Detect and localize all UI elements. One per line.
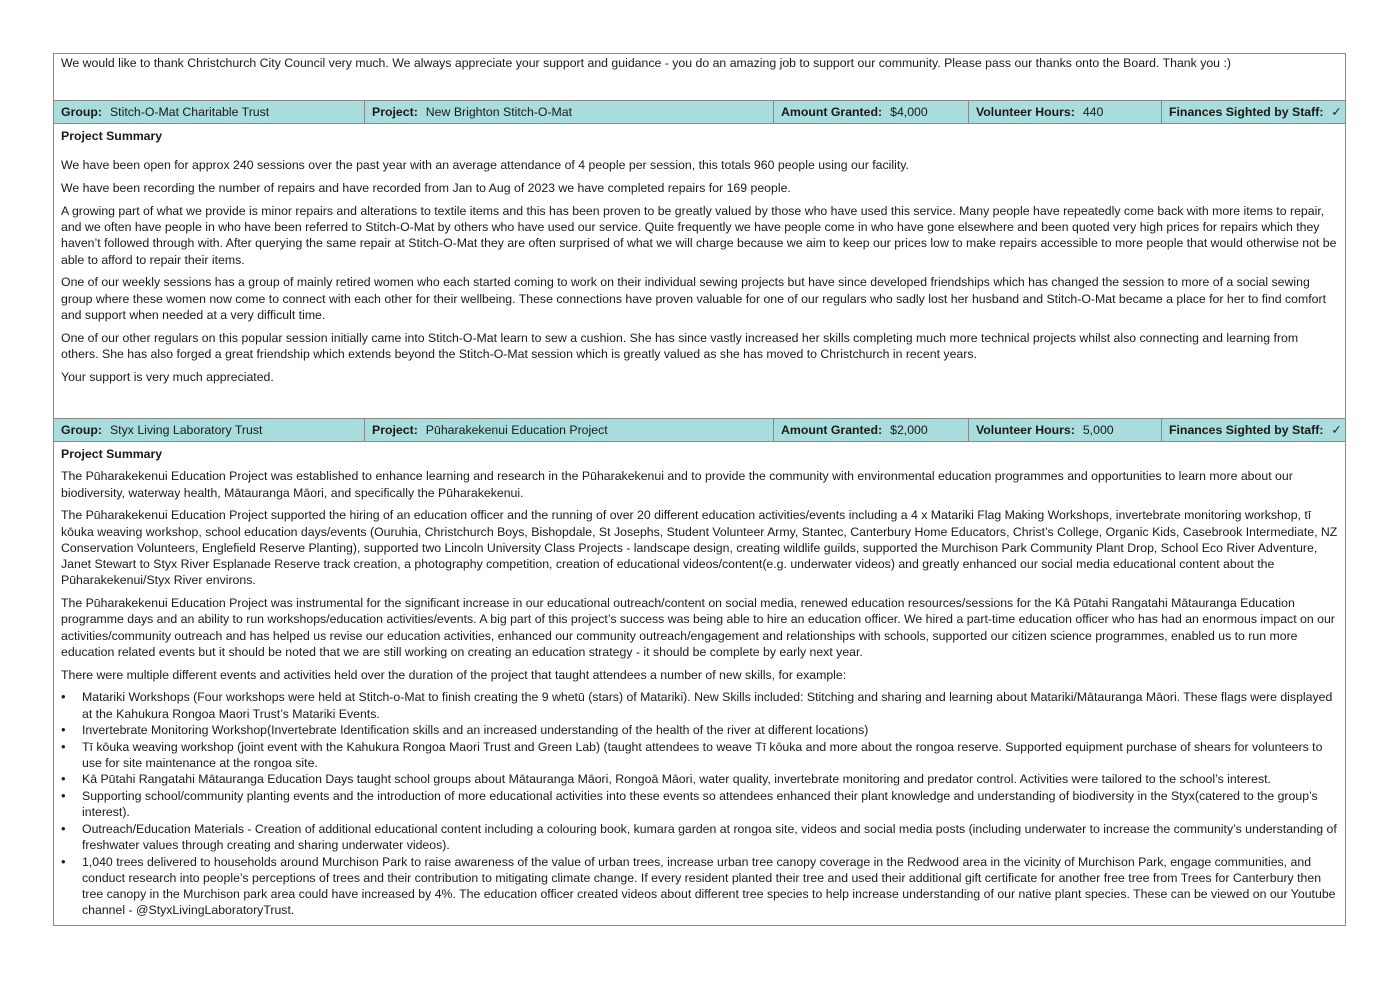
list-item: • Supporting school/community planting events and the introduction of more educational activities into these events so attendees enhanced their plant knowledge and understanding of biodiversity in the Styx(catered to the group’s interest). <box>61 788 1338 821</box>
summary-paragraph: We have been open for approx 240 sessions over the past year with an average attendance of 4 people per session, this totals 960 people using our facility. <box>61 158 909 173</box>
list-item: • Invertebrate Monitoring Workshop(Invertebrate Identification skills and an increased understanding of the health of the river at different locations) <box>61 722 1338 738</box>
group-label: Group: <box>61 423 102 437</box>
amount-cell <box>774 101 969 123</box>
summary-heading: Project Summary <box>61 447 163 461</box>
hours-cell <box>969 419 1162 441</box>
summary-paragraph: The Pūharakekenui Education Project was instrumental for the significant increase in our educational outreach/content on social media, renewed education resources/sessions for the Kā Pūtahi Rangatahi Mātauranga Education programme days and an ability to run workshops/education activities/events. A big part of this project’s success was being able to hire an education officer. We hired a part-time education officer who has had an enormous impact on our activities/community outreach and has helped us revise our education activities, enhanced our community outreach/engagement and relationships with schools, supported our citizen science programmes, enabled us to run more education related events but it should be noted that we are still working on creating an education strategy - it should be complete by early next year. <box>61 596 1335 660</box>
project-cell <box>365 101 774 123</box>
project-label: Project: <box>372 105 418 119</box>
amount-label: Amount Granted: <box>781 105 883 119</box>
activities-list <box>61 689 1338 918</box>
project-value: Pūharakekenui Education Project <box>425 423 608 437</box>
list-item: • Tī kōuka weaving workshop (joint event with the Kahukura Rongoa Maori Trust and Green Lab) (taught attendees to weave Tī kōuka and more about the rongoa reserve. Supported equipment purchase of shears for volunteers to use for site maintenance at the rongoa site. <box>61 739 1338 772</box>
grant-report-table <box>53 53 1346 926</box>
list-item: • 1,040 trees delivered to households around Murchison Park to raise awareness of the value of urban trees, increase urban tree canopy coverage in the Redwood area in the vicinity of Murchison Park, engage communities, and conduct research into people’s perceptions of trees and their contribution to mitigating climate change. If every resident planted their tree and used their additional gift certificate for another free tree from Trees for Canterbury then tree canopy in the Murchison park area could have increased by 4%. The education officer created videos about different tree species to help increase understanding of our native plant species. These can be viewed on our Youtube channel - @StyxLivingLaboratoryTrust. <box>61 854 1338 919</box>
summary-paragraph: A growing part of what we provide is minor repairs and alterations to textile items and this has been proven to be greatly valued by those who have used this service. Many people have repeatedly come back with more items to repair, and we often have people in who have been referred to Stitch-O-Mat by others who have used our service. Quite frequently we have people come in who have gone elsewhere and been quoted very high prices for repairs which they haven’t followed through with. After querying the same repair at Stitch-O-Mat they are often surprised of what we will charge because we aim to keep our prices low to make repairs accessible to more people that would otherwise not be able to afford to repair their items. <box>61 203 1337 267</box>
project-label: Project: <box>372 423 418 437</box>
finances-label: Finances Sighted by Staff: <box>1169 423 1324 437</box>
hours-cell <box>969 101 1162 123</box>
group-cell <box>54 419 365 441</box>
group-cell <box>54 101 365 123</box>
summary-heading: Project Summary <box>61 129 163 143</box>
group-value: Stitch-O-Mat Charitable Trust <box>109 105 270 119</box>
list-item: • Matariki Workshops (Four workshops were held at Stitch-o-Mat to finish creating the 9 whetū (stars) of Matariki). New Skills included: Stitching and sharing and learning about Matariki/Mātauranga Māori. These flags were displayed at the Kahukura Rongoa Maori Trust’s Matariki Events. <box>61 689 1338 722</box>
list-item: • Kā Pūtahi Rangatahi Mātauranga Education Days taught school groups about Mātauranga Māori, Rongoā Māori, water quality, invertebrate monitoring and predator control. Activities were tailored to the school’s interest. <box>61 771 1338 787</box>
hours-label: Volunteer Hours: <box>976 105 1075 119</box>
project-summary-stitch-o-mat <box>54 124 1345 418</box>
finances-cell <box>1162 419 1345 441</box>
entry-header-stitch-o-mat <box>54 100 1345 124</box>
summary-paragraph: We have been recording the number of repairs and have recorded from Jan to Aug of 2023 we have completed repairs for 169 people. <box>61 180 791 195</box>
summary-paragraph: There were multiple different events and activities held over the duration of the project that taught attendees a number of new skills, for example: <box>61 667 847 682</box>
finances-label: Finances Sighted by Staff: <box>1169 105 1324 119</box>
amount-value: $2,000 <box>890 423 928 437</box>
entry-header-styx <box>54 418 1345 442</box>
hours-value: 5,000 <box>1082 423 1114 437</box>
summary-paragraph: Your support is very much appreciated. <box>61 369 274 384</box>
summary-paragraph: The Pūharakekenui Education Project supported the hiring of an education officer and the running of over 20 different education activities/events including a 4 x Matariki Flag Making Workshops, invertebrate monitoring workshop, tī kōuka weaving workshop, school education days/events (Ouruhia, Christchurch Boys, Bishopdale, St Josephs, Student Volunteer Army, Stantec, Canterbury Home Educators, Christ’s College, Organic Kids, Casebrook Intermediate, NZ Conservation Volunteers, Englefield Reserve Planting), supported two Lincoln University Class Projects - landscape design, creating wildlife guilds, supported the Murchison Park Community Plant Drop, School Eco River Adventure, Janet Stewart to Styx River Esplanade Reserve track creation, a photography competition, creation of educational videos/content(e.g. underwater videos) and greatly enhanced our social media educational content about the Pūharakekenui/Styx River environs. <box>61 508 1338 588</box>
hours-value: 440 <box>1082 105 1104 119</box>
project-summary-styx <box>54 442 1345 925</box>
summary-paragraph: One of our weekly sessions has a group of mainly retired women who each started coming to work on their individual sewing projects but have since developed friendships which has changed the session to more of a social sewing group where these women now come to connect with each other for their wellbeing. These connections have proven valuable for one of our regulars who sadly lost her husband and Stitch-O-Mat became a place for her to find comfort and support when needed at a very difficult time. <box>61 275 1327 322</box>
finances-cell <box>1162 101 1345 123</box>
summary-paragraph: The Pūharakekenui Education Project was established to enhance learning and research in the Pūharakekenui and to provide the community with environmental education programmes and opportunities to learn more about our biodiversity, waterway health, Mātauranga Māori, and specifically the Pūharakekenui. <box>61 469 1293 500</box>
amount-value: $4,000 <box>890 105 928 119</box>
list-item: • Outreach/Education Materials - Creation of additional educational content including a colouring book, kumara garden at rongoa site, videos and social media posts (including underwater to increase the community’s understanding of freshwater values through creating and sharing underwater videos). <box>61 821 1338 854</box>
checkmark-icon: ✓ <box>1331 105 1342 119</box>
group-value: Styx Living Laboratory Trust <box>109 423 263 437</box>
amount-label: Amount Granted: <box>781 423 883 437</box>
group-label: Group: <box>61 105 102 119</box>
intro-text: We would like to thank Christchurch City Council very much. We always appreciate your support and guidance - you do an amazing job to support our community. Please pass our thanks onto the Board. Thank you :) <box>61 56 1231 70</box>
checkmark-icon: ✓ <box>1331 423 1342 437</box>
intro-comment <box>54 53 1345 100</box>
amount-cell <box>774 419 969 441</box>
project-cell <box>365 419 774 441</box>
hours-label: Volunteer Hours: <box>976 423 1075 437</box>
project-value: New Brighton Stitch-O-Mat <box>425 105 573 119</box>
summary-paragraph: One of our other regulars on this popular session initially came into Stitch-O-Mat learn to sew a cushion. She has since vastly increased her skills completing much more technical projects whilst also connecting and learning from others. She has also forged a great friendship which extends beyond the Stitch-O-Mat session which is greatly valued as she has moved to Christchurch in recent years. <box>61 330 1299 361</box>
